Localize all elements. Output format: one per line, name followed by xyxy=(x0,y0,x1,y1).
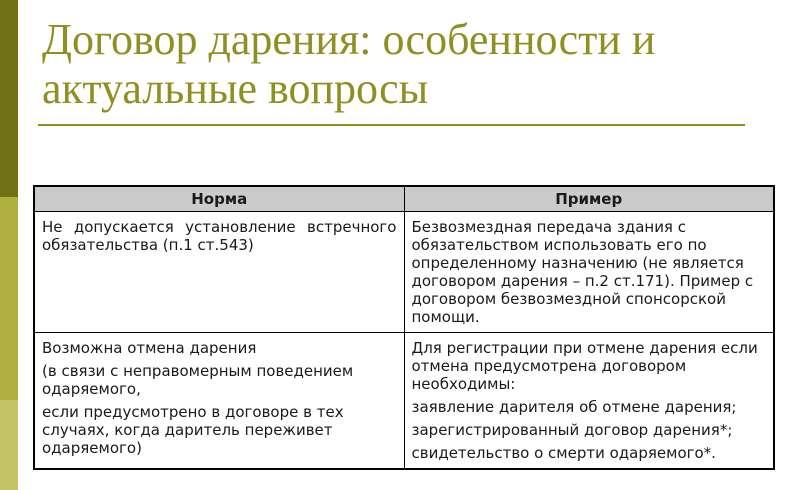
table-row xyxy=(34,212,774,333)
norm-example-table xyxy=(33,185,775,470)
cell-paragraph: если предусмотрено в договоре в тех случаях, когда даритель переживет одаряемого) xyxy=(42,403,344,457)
left-stripe-middle xyxy=(0,197,18,400)
header-norm: Норма xyxy=(34,186,404,212)
cell-paragraph: зарегистрированный договор дарения*; xyxy=(411,421,733,439)
cell-paragraph: Безвозмездная передача здания с обязательством использовать его по определенному назначению (не является договором дарения – п.2 ст.171). Пример с договором безвозмездной спонсорской помощи. xyxy=(411,218,754,326)
title-underline xyxy=(38,124,745,126)
cell-paragraph: Для регистрации при отмене дарения если отмена предусмотрена договором необходимы: xyxy=(411,339,758,393)
example-cell xyxy=(404,212,774,333)
norm-cell xyxy=(34,333,404,470)
table-row xyxy=(34,333,774,470)
left-stripe-bottom xyxy=(0,400,18,490)
example-cell xyxy=(404,333,774,470)
norm-cell xyxy=(34,212,404,333)
table-header-row xyxy=(34,186,774,212)
cell-paragraph: Не допускается установление встречного обязательства (п.1 ст.543) xyxy=(42,218,397,254)
left-stripe-top xyxy=(0,0,18,197)
header-example: Пример xyxy=(404,186,774,212)
cell-paragraph: (в связи с неправомерным поведением одаряемого, xyxy=(42,362,354,398)
slide-title: Договор дарения: особенности и актуальные вопросы xyxy=(42,15,656,113)
cell-paragraph: Возможна отмена дарения xyxy=(42,339,257,357)
cell-paragraph: свидетельство о смерти одаряемого*. xyxy=(411,444,716,462)
cell-paragraph: заявление дарителя об отмене дарения; xyxy=(411,398,737,416)
